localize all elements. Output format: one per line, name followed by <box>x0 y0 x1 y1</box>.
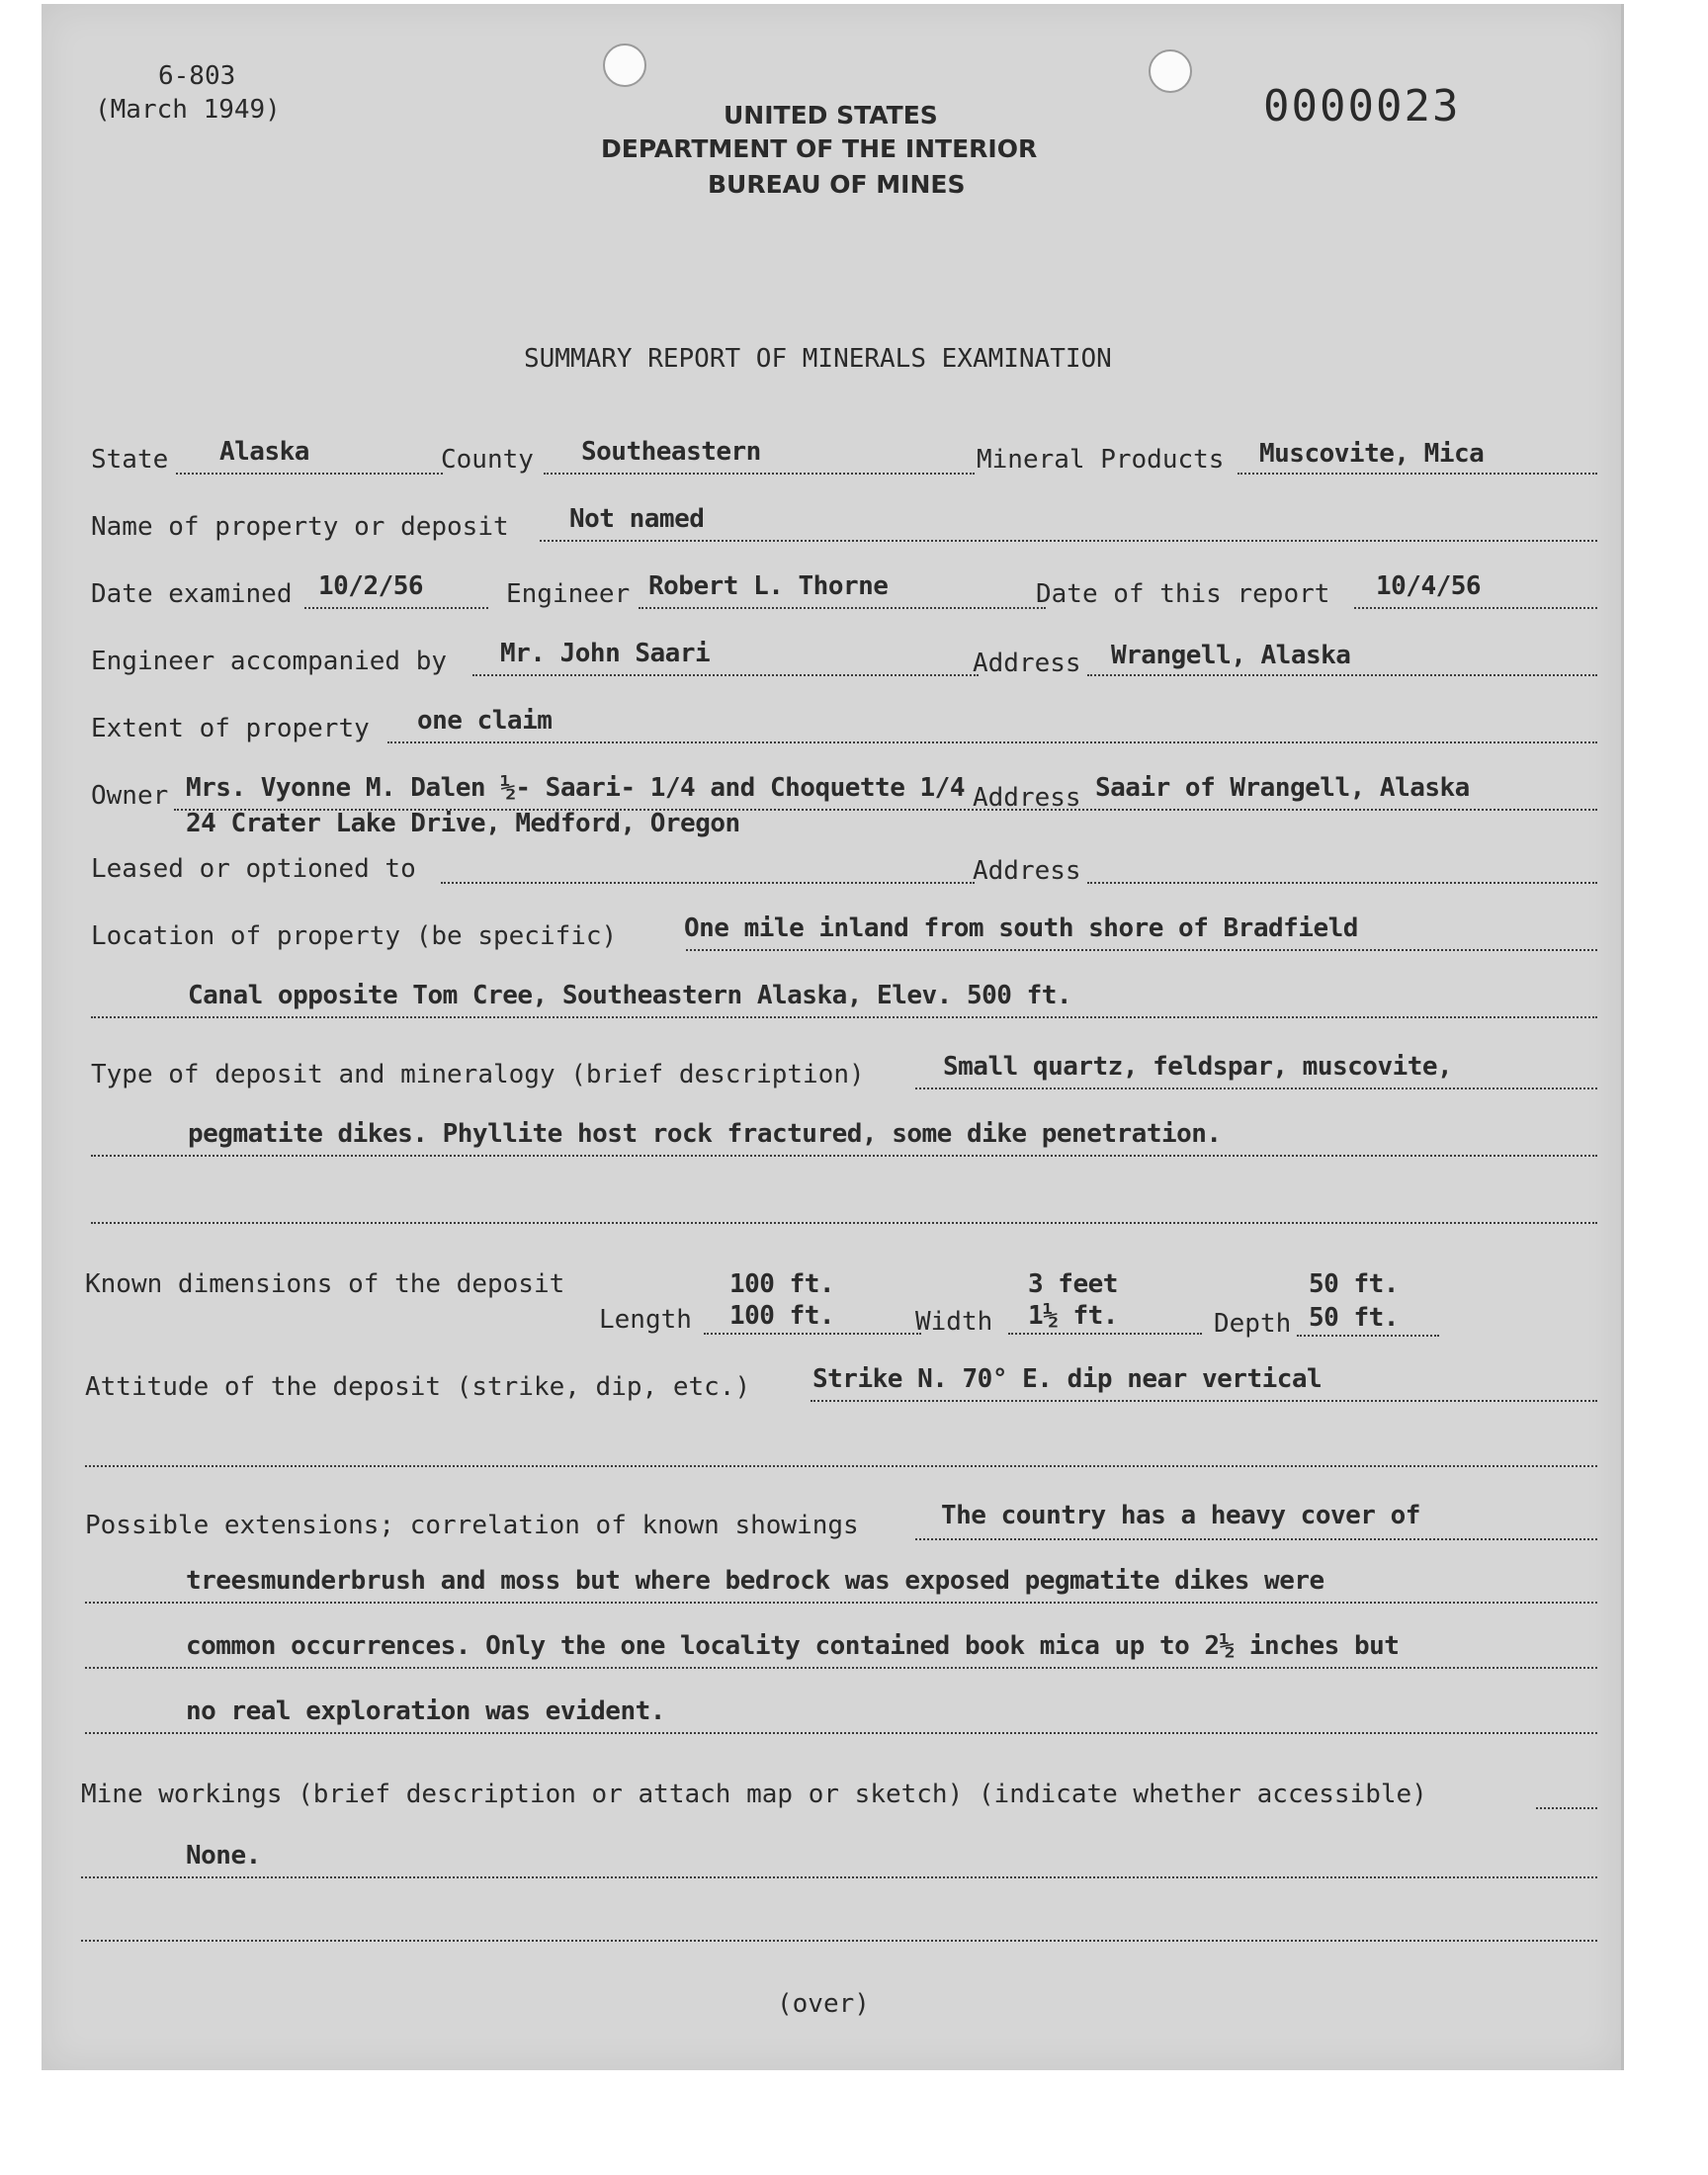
leased-line <box>441 882 975 884</box>
dimensions-top-depth: 50 ft. <box>1309 1269 1399 1299</box>
workings-line0 <box>1536 1807 1597 1809</box>
county-value: Southeastern <box>581 437 761 467</box>
county-line <box>544 473 975 475</box>
owner-address-label: Address <box>973 783 1081 813</box>
workings-value: None. <box>186 1841 261 1870</box>
attitude-line1 <box>811 1400 1597 1402</box>
property-name-label: Name of property or deposit <box>91 512 509 542</box>
width-line <box>1008 1333 1202 1335</box>
extensions-line3 <box>85 1667 1597 1669</box>
workings-label: Mine workings (brief description or attach map or sketch) (indicate whether accessible) <box>81 1780 1427 1809</box>
dimensions-label: Known dimensions of the deposit <box>85 1269 565 1299</box>
property-name-value: Not named <box>569 504 705 534</box>
engineer-label: Engineer <box>506 579 631 609</box>
owner-address-value: Saair of Wrangell, Alaska <box>1095 773 1470 803</box>
deposit-type-value-line1: Small quartz, feldspar, muscovite, <box>943 1052 1453 1082</box>
depth-label: Depth <box>1214 1309 1292 1339</box>
location-line1 <box>686 949 1597 951</box>
length-label: Length <box>599 1305 692 1335</box>
state-line <box>176 473 443 475</box>
accompanied-address-line <box>1087 674 1597 676</box>
form-date: (March 1949) <box>95 95 281 125</box>
extensions-line1 <box>915 1538 1597 1540</box>
accompanied-label: Engineer accompanied by <box>91 647 448 676</box>
owner-label: Owner <box>91 781 169 811</box>
extent-label: Extent of property <box>91 714 370 743</box>
extensions-value-line4: no real exploration was evident. <box>186 1696 665 1726</box>
engineer-line <box>639 607 1046 609</box>
property-name-line <box>540 540 1597 542</box>
deposit-type-line1 <box>915 1088 1597 1089</box>
punch-hole-right <box>1149 49 1192 93</box>
header-bureau: BUREAU OF MINES <box>708 170 966 199</box>
attitude-label: Attitude of the deposit (strike, dip, etc.) <box>85 1372 751 1402</box>
length-line <box>704 1333 921 1335</box>
length-value: 100 ft. <box>729 1301 835 1331</box>
deposit-type-line2 <box>91 1155 1597 1157</box>
depth-line <box>1297 1335 1439 1337</box>
page-title: SUMMARY REPORT OF MINERALS EXAMINATION <box>524 344 1112 374</box>
deposit-type-line3 <box>91 1222 1597 1224</box>
mineral-products-line <box>1238 473 1597 475</box>
state-label: State <box>91 445 169 475</box>
date-report-line <box>1354 607 1597 609</box>
attitude-line2 <box>85 1465 1597 1467</box>
state-value: Alaska <box>219 437 309 467</box>
over-note: (over) <box>777 1989 870 2019</box>
extensions-value-line1: The country has a heavy cover of <box>941 1501 1420 1530</box>
form-number: 6-803 <box>158 61 236 91</box>
depth-value: 50 ft. <box>1309 1303 1399 1333</box>
location-line2 <box>91 1016 1597 1018</box>
header-department: DEPARTMENT OF THE INTERIOR <box>601 134 1038 163</box>
date-examined-label: Date examined <box>91 579 293 609</box>
leased-address-label: Address <box>973 856 1081 886</box>
extensions-value-line2: treesmunderbrush and moss but where bedrock was exposed pegmatite dikes were <box>186 1566 1324 1596</box>
deposit-type-label: Type of deposit and mineralogy (brief description) <box>91 1060 865 1089</box>
date-examined-line <box>304 607 488 609</box>
extent-line <box>387 741 1597 743</box>
width-label: Width <box>915 1307 993 1337</box>
accompanied-value: Mr. John Saari <box>500 639 711 668</box>
leased-address-line <box>1087 882 1597 884</box>
extensions-line2 <box>85 1602 1597 1604</box>
location-value-line1: One mile inland from south shore of Bradfield <box>684 914 1358 943</box>
date-report-label: Date of this report <box>1036 579 1330 609</box>
location-value-line2: Canal opposite Tom Cree, Southeastern Alaska, Elev. 500 ft. <box>188 981 1072 1010</box>
dimensions-top-length: 100 ft. <box>729 1269 835 1299</box>
location-label: Location of property (be specific) <box>91 921 618 951</box>
form-sheet <box>42 4 1624 2070</box>
accompanied-address-label: Address <box>973 649 1081 678</box>
date-examined-value: 10/2/56 <box>318 571 424 601</box>
deposit-type-value-line2: pegmatite dikes. Phyllite host rock fractured, some dike penetration. <box>188 1119 1222 1149</box>
extensions-line4 <box>85 1732 1597 1734</box>
county-label: County <box>441 445 534 475</box>
attitude-value: Strike N. 70° E. dip near vertical <box>812 1364 1323 1394</box>
header-united-states: UNITED STATES <box>724 101 938 130</box>
dimensions-top-width: 3 feet <box>1028 1269 1118 1299</box>
owner-value-line1: Mrs. Vyonne M. Dalen ½- Saari- 1/4 and Choquette 1/4 <box>186 773 965 803</box>
extensions-value-line3: common occurrences. Only the one locality contained book mica up to 2½ inches but <box>186 1631 1400 1661</box>
workings-line1 <box>81 1876 1597 1878</box>
owner-value-line2: 24 Crater Lake Drive, Medford, Oregon <box>186 809 740 838</box>
extensions-label: Possible extensions; correlation of known showings <box>85 1511 859 1540</box>
workings-line2 <box>81 1940 1597 1942</box>
width-value: 1½ ft. <box>1028 1301 1118 1331</box>
punch-hole-left <box>603 44 646 87</box>
date-report-value: 10/4/56 <box>1376 571 1482 601</box>
engineer-value: Robert L. Thorne <box>648 571 889 601</box>
document-number: 0000023 <box>1263 81 1461 131</box>
mineral-products-value: Muscovite, Mica <box>1259 439 1485 469</box>
mineral-products-label: Mineral Products <box>977 445 1225 475</box>
accompanied-line <box>472 674 979 676</box>
accompanied-address-value: Wrangell, Alaska <box>1111 641 1351 670</box>
leased-label: Leased or optioned to <box>91 854 416 884</box>
extent-value: one claim <box>417 706 553 736</box>
